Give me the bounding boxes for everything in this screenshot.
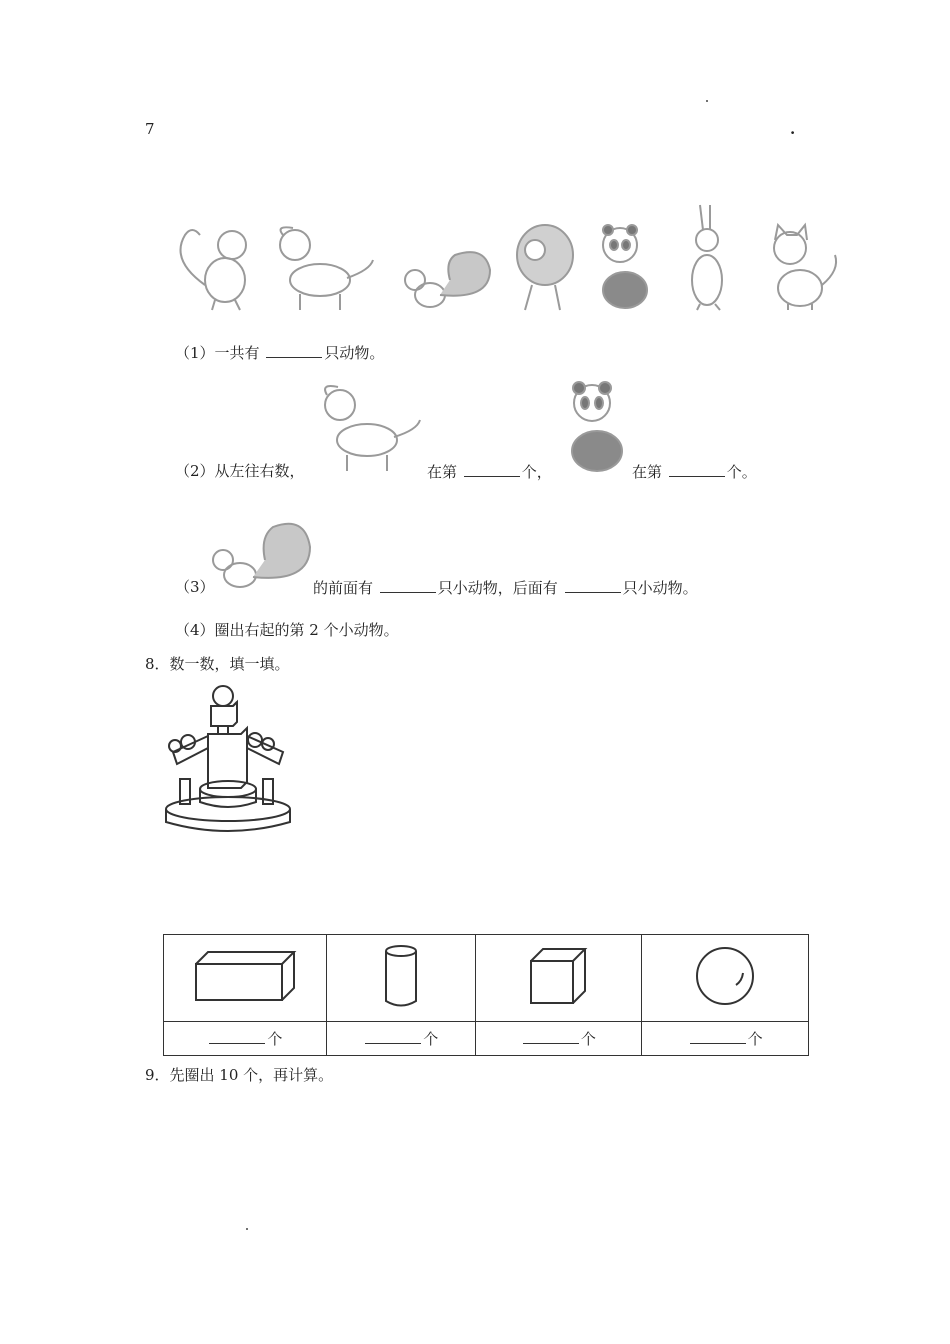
animals-row-figure bbox=[160, 200, 860, 320]
squirrel-icon bbox=[205, 505, 315, 595]
question-7-part-3-prefix: （3） bbox=[175, 578, 215, 596]
answer-blank-behind-count[interactable] bbox=[565, 578, 621, 593]
question-7-part-3: 的前面有 只小动物，后面有 只小动物。 bbox=[313, 579, 698, 597]
rabbit-icon bbox=[692, 205, 722, 310]
dog-icon bbox=[312, 375, 422, 475]
question-7-number: 7 bbox=[145, 120, 155, 138]
cat-icon bbox=[774, 225, 836, 310]
question-7-part-2-panda: 在第 个。 bbox=[632, 463, 757, 481]
answer-blank-total[interactable] bbox=[266, 343, 322, 358]
scan-dot bbox=[246, 1228, 248, 1230]
cylinder-count: 个 bbox=[326, 1022, 475, 1056]
answer-blank-cube[interactable] bbox=[523, 1029, 579, 1044]
cuboid-icon bbox=[194, 950, 296, 1002]
answer-blank-front-count[interactable] bbox=[380, 578, 436, 593]
scan-dot bbox=[706, 100, 708, 102]
question-9-title: 9．先圈出 10 个，再计算。 bbox=[145, 1066, 334, 1084]
sphere-icon bbox=[694, 945, 756, 1007]
robot-figure bbox=[163, 684, 303, 834]
answer-blank-cuboid[interactable] bbox=[209, 1029, 265, 1044]
cube-cell bbox=[475, 935, 642, 1022]
cuboid-cell bbox=[164, 935, 327, 1022]
panda-icon bbox=[603, 225, 647, 308]
squirrel-icon bbox=[405, 252, 490, 307]
sphere-count: 个 bbox=[642, 1022, 809, 1056]
shape-count-table bbox=[163, 934, 809, 1056]
answer-blank-dog-position[interactable] bbox=[464, 462, 520, 477]
hedgehog-icon bbox=[517, 225, 573, 310]
sphere-cell bbox=[642, 935, 809, 1022]
dog-icon bbox=[280, 227, 373, 310]
question-7-part-2-dog: 在第 个， bbox=[427, 463, 552, 481]
panda-icon bbox=[562, 373, 632, 473]
cylinder-icon bbox=[384, 944, 418, 1008]
question-7-part-1: （1）一共有 只动物。 bbox=[175, 344, 385, 362]
cylinder-cell bbox=[326, 935, 475, 1022]
question-7-mark: . bbox=[790, 120, 796, 138]
cuboid-count: 个 bbox=[164, 1022, 327, 1056]
answer-blank-sphere[interactable] bbox=[690, 1029, 746, 1044]
question-7-part-4: （4）圈出右起的第 2 个小动物。 bbox=[175, 621, 399, 639]
monkey-icon bbox=[181, 230, 247, 310]
answer-blank-cylinder[interactable] bbox=[365, 1029, 421, 1044]
question-8-title: 8．数一数，填一填。 bbox=[145, 655, 290, 673]
answer-blank-panda-position[interactable] bbox=[669, 462, 725, 477]
cube-count: 个 bbox=[475, 1022, 642, 1056]
question-7-part-2-prefix: （2）从左往右数， bbox=[175, 462, 305, 480]
cube-icon bbox=[529, 947, 587, 1005]
